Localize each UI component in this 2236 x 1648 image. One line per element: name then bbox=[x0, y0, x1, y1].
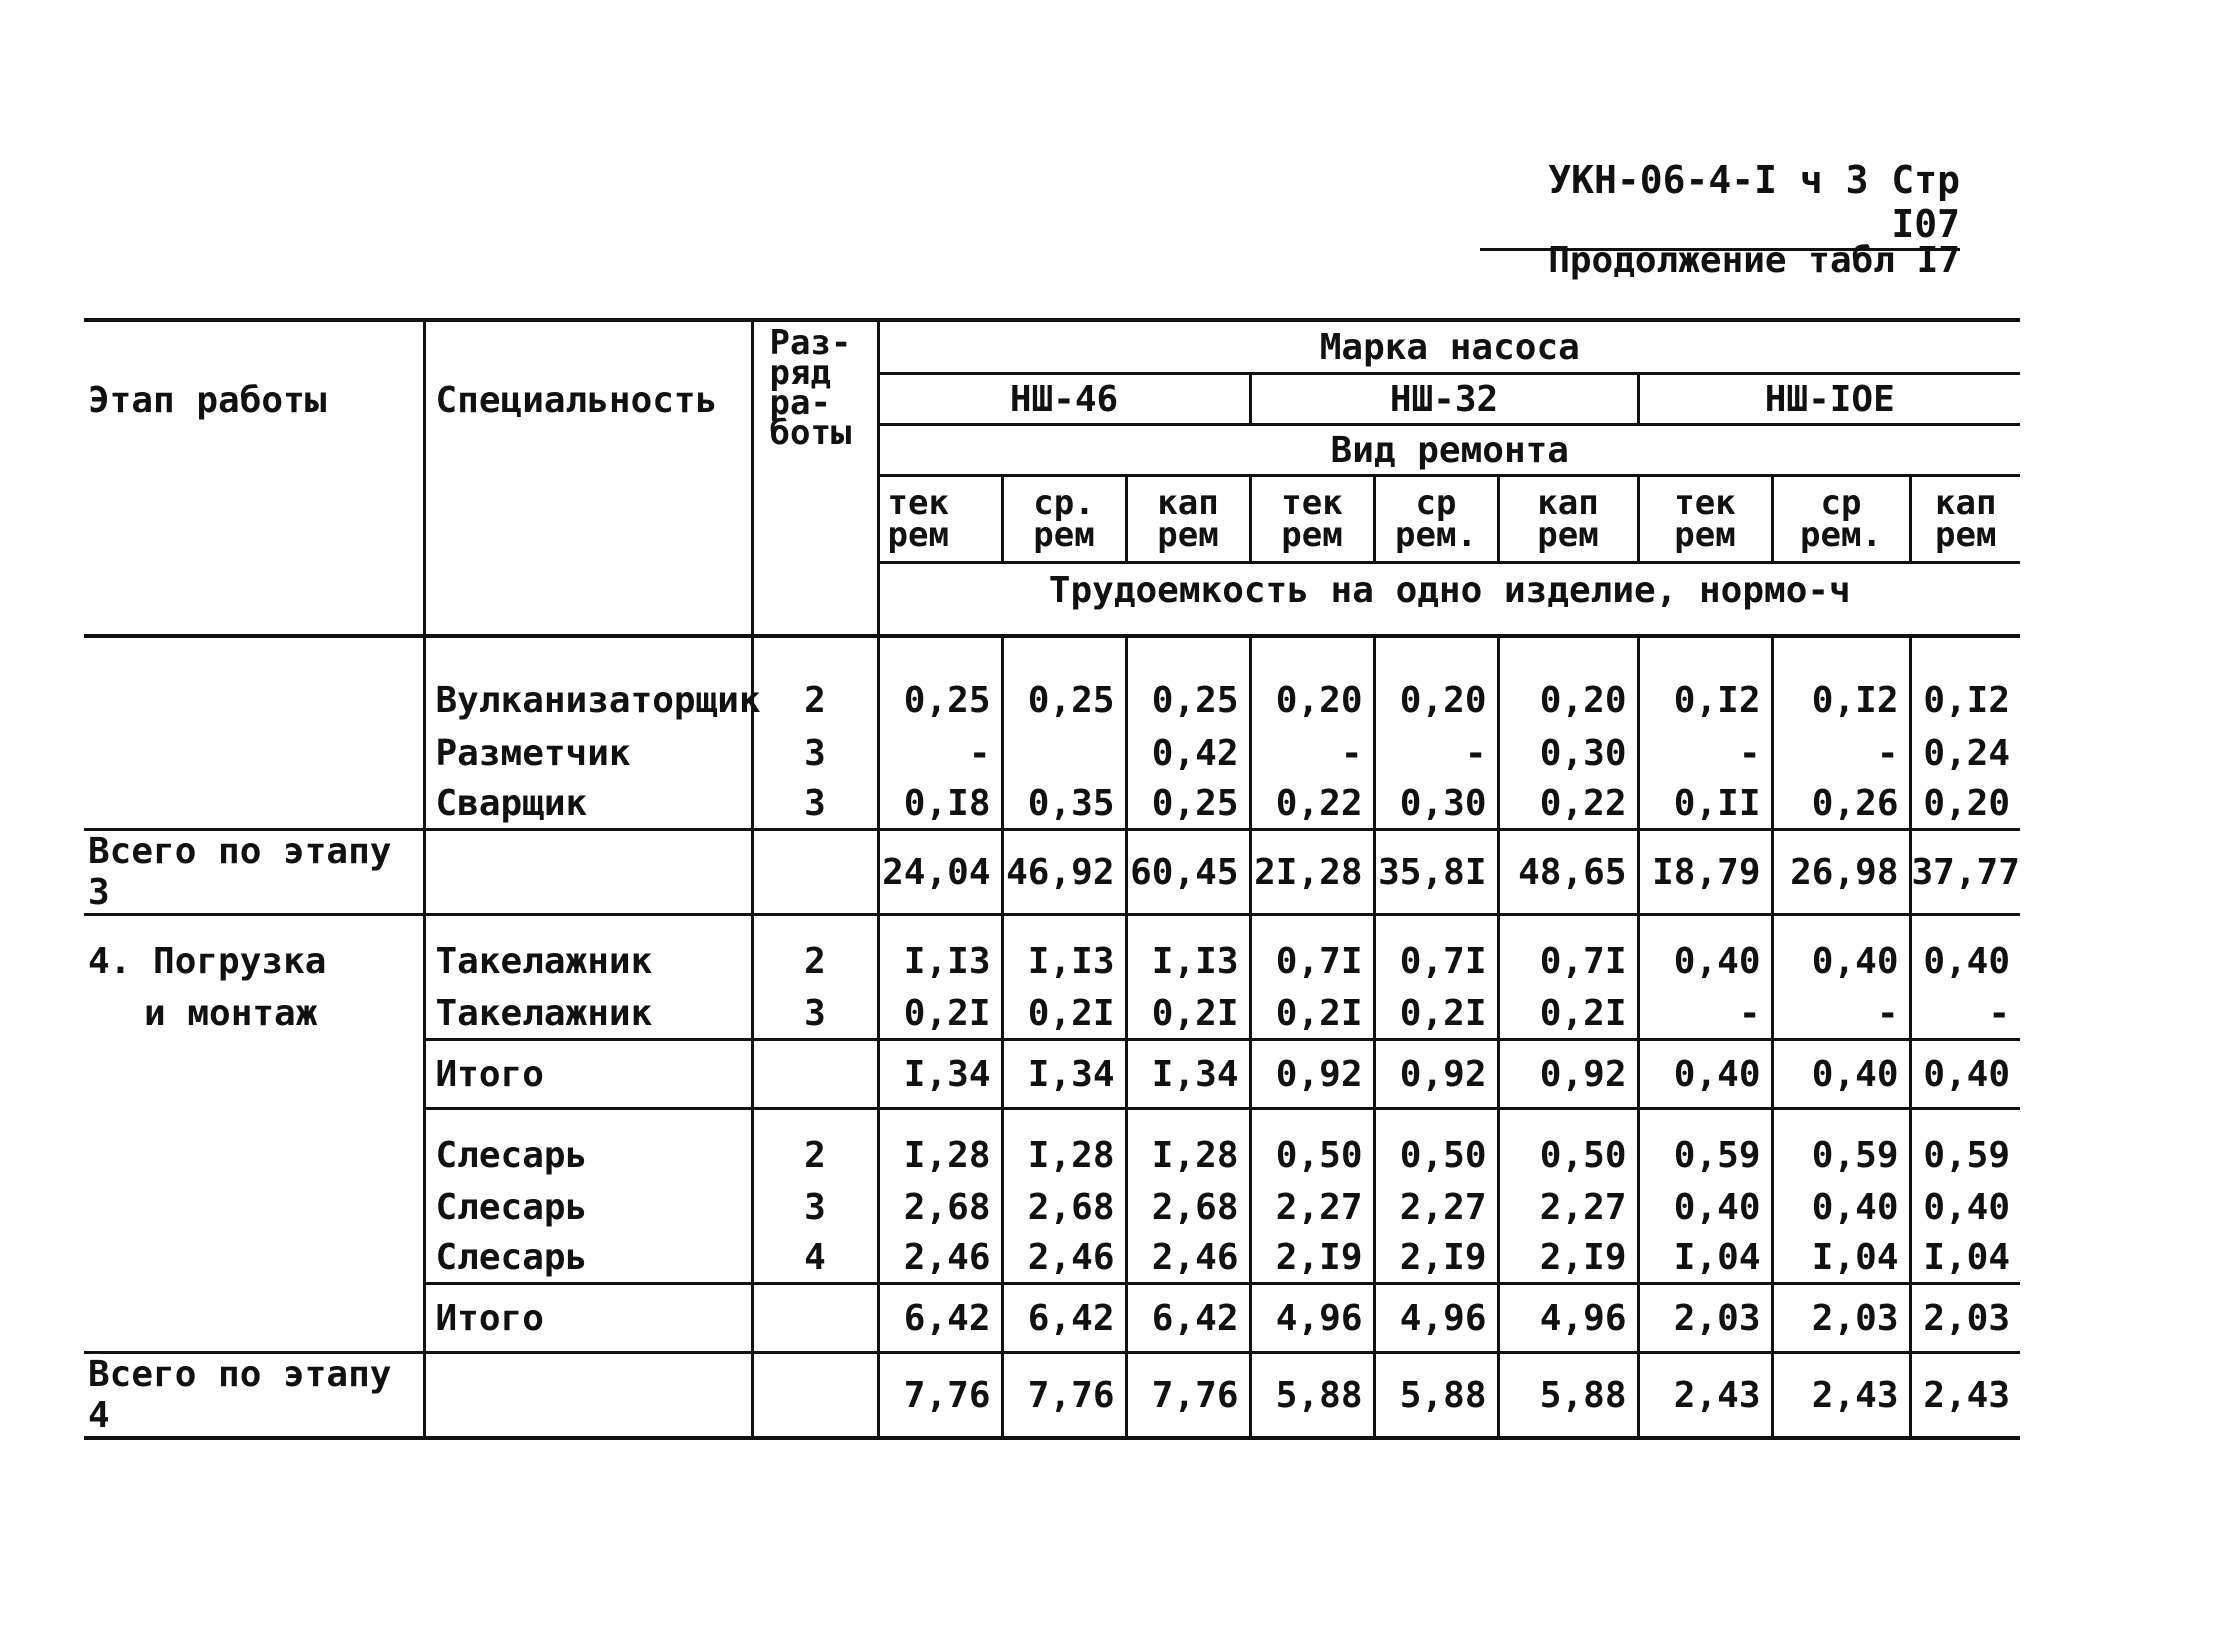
row-value: 24,04 bbox=[878, 830, 1002, 915]
row-value: 0,92 bbox=[1374, 1040, 1498, 1109]
header-pump-3: НШ-IOE bbox=[1638, 374, 2020, 425]
row-value: 0,2I bbox=[1250, 988, 1374, 1040]
row-value: 2,43 bbox=[1910, 1353, 2020, 1439]
row-value: 2,68 bbox=[878, 1182, 1002, 1232]
row-stage bbox=[84, 1182, 424, 1232]
row-value: 2,03 bbox=[1772, 1284, 1910, 1353]
row-stage bbox=[84, 1284, 424, 1353]
row-value: 5,88 bbox=[1374, 1353, 1498, 1439]
row-value: 0,40 bbox=[1772, 1040, 1910, 1109]
row-value: 7,76 bbox=[1002, 1353, 1126, 1439]
header-repair-col: ср рем. bbox=[1374, 476, 1498, 563]
row-value: 2,46 bbox=[878, 1232, 1002, 1284]
row-value: 26,98 bbox=[1772, 830, 1910, 915]
row-specialty: Сварщик bbox=[424, 778, 752, 830]
row-value: I,I3 bbox=[1126, 915, 1250, 989]
header-repair-type: Вид ремонта bbox=[878, 425, 2020, 476]
row-value: 2,43 bbox=[1638, 1353, 1772, 1439]
header-grade: Раз- ряд ра- боты bbox=[752, 320, 878, 636]
row-value: 0,92 bbox=[1250, 1040, 1374, 1109]
row-value: 0,22 bbox=[1250, 778, 1374, 830]
row-value: 2,27 bbox=[1250, 1182, 1374, 1232]
row-value: 2,03 bbox=[1910, 1284, 2020, 1353]
table-row bbox=[84, 778, 2020, 830]
labor-table bbox=[84, 318, 2020, 1440]
row-value: 0,25 bbox=[1126, 778, 1250, 830]
row-value: 0,20 bbox=[1250, 636, 1374, 728]
row-value: 0,I2 bbox=[1772, 636, 1910, 728]
row-value: I,28 bbox=[1126, 1109, 1250, 1183]
row-value: 0,30 bbox=[1374, 778, 1498, 830]
row-value: 6,42 bbox=[1002, 1284, 1126, 1353]
row-grade: 3 bbox=[752, 1182, 878, 1232]
row-value: 0,2I bbox=[1002, 988, 1126, 1040]
row-value: - bbox=[1638, 988, 1772, 1040]
row-value: 0,50 bbox=[1250, 1109, 1374, 1183]
row-value: 0,42 bbox=[1126, 728, 1250, 778]
row-specialty: Итого bbox=[424, 1040, 752, 1109]
row-value: 0,2I bbox=[1126, 988, 1250, 1040]
row-specialty bbox=[424, 830, 752, 915]
row-grade: 3 bbox=[752, 778, 878, 830]
header-repair-col: тек рем bbox=[1638, 476, 1772, 563]
row-value: I,34 bbox=[1002, 1040, 1126, 1109]
row-value: 35,8I bbox=[1374, 830, 1498, 915]
table-row bbox=[84, 915, 2020, 989]
table-row bbox=[84, 988, 2020, 1040]
row-value: 0,20 bbox=[1498, 636, 1638, 728]
row-value: 0,25 bbox=[1002, 636, 1126, 728]
row-value: 46,92 bbox=[1002, 830, 1126, 915]
header-pump-brand: Марка насоса bbox=[878, 320, 2020, 374]
header-pump-1: НШ-46 bbox=[878, 374, 1250, 425]
row-value: I,04 bbox=[1638, 1232, 1772, 1284]
row-value: 0,2I bbox=[1374, 988, 1498, 1040]
row-grade: 3 bbox=[752, 988, 878, 1040]
row-value: 48,65 bbox=[1498, 830, 1638, 915]
row-value: 5,88 bbox=[1498, 1353, 1638, 1439]
row-stage bbox=[84, 778, 424, 830]
row-specialty: Вулканизаторщик bbox=[424, 636, 752, 728]
row-value: I,28 bbox=[878, 1109, 1002, 1183]
row-value: 2,I9 bbox=[1374, 1232, 1498, 1284]
header-repair-col: ср рем. bbox=[1772, 476, 1910, 563]
document-code: УКН-06-4-I ч 3 Стр I07 bbox=[1480, 158, 1960, 251]
row-grade: 2 bbox=[752, 636, 878, 728]
table-row bbox=[84, 830, 2020, 915]
row-value: 0,50 bbox=[1374, 1109, 1498, 1183]
row-value: I,34 bbox=[878, 1040, 1002, 1109]
row-value: 2,27 bbox=[1498, 1182, 1638, 1232]
row-value: I,I3 bbox=[1002, 915, 1126, 989]
row-value: 0,24 bbox=[1923, 732, 2011, 774]
row-value: 0,22 bbox=[1498, 778, 1638, 830]
row-value: 0,7I bbox=[1374, 915, 1498, 989]
header-repair-col: ср. рем bbox=[1002, 476, 1126, 563]
row-specialty: Итого bbox=[424, 1284, 752, 1353]
row-grade bbox=[752, 1284, 878, 1353]
row-specialty: Такелажник bbox=[424, 988, 752, 1040]
row-value: 37,77 bbox=[1910, 830, 2020, 915]
table-row bbox=[84, 1182, 2020, 1232]
row-grade: 2 bbox=[752, 915, 878, 989]
table-row bbox=[84, 636, 2020, 728]
row-value: 4,96 bbox=[1374, 1284, 1498, 1353]
row-value: 6,42 bbox=[1126, 1284, 1250, 1353]
row-value: 2,46 bbox=[1126, 1232, 1250, 1284]
row-value: 0,40 bbox=[1772, 915, 1910, 989]
row-value: 0,40 bbox=[1638, 1182, 1772, 1232]
row-value: 2,46 bbox=[1002, 1232, 1126, 1284]
row-value: 2,I9 bbox=[1498, 1232, 1638, 1284]
table-row bbox=[84, 1232, 2020, 1284]
row-value: 0,I2 bbox=[1638, 636, 1772, 728]
row-value: 0,40 bbox=[1923, 1186, 2011, 1228]
table-row bbox=[84, 1353, 2020, 1439]
row-grade bbox=[752, 830, 878, 915]
row-value: I,04 bbox=[1772, 1232, 1910, 1284]
row-specialty bbox=[424, 1353, 752, 1439]
row-value: 2I,28 bbox=[1250, 830, 1374, 915]
row-stage bbox=[84, 1232, 424, 1284]
header-pump-2: НШ-32 bbox=[1250, 374, 1638, 425]
row-grade: 3 bbox=[752, 728, 878, 778]
row-value: - bbox=[1772, 728, 1910, 778]
row-value: 0,40 bbox=[1638, 1040, 1772, 1109]
header-repair-col: тек рем bbox=[878, 476, 1002, 563]
row-value: I,04 bbox=[1910, 1232, 2020, 1284]
row-value: 0,26 bbox=[1772, 778, 1910, 830]
row-value: 0,20 bbox=[1374, 636, 1498, 728]
row-value: 0,50 bbox=[1498, 1109, 1638, 1183]
row-value: 6,42 bbox=[878, 1284, 1002, 1353]
row-value: 0,7I bbox=[1498, 915, 1638, 989]
row-value bbox=[1002, 728, 1126, 778]
row-value: 0,I8 bbox=[878, 778, 1002, 830]
row-value: 7,76 bbox=[878, 1353, 1002, 1439]
table-row bbox=[84, 1284, 2020, 1353]
row-value: 0,40 bbox=[1772, 1182, 1910, 1232]
row-grade: 4 bbox=[752, 1232, 878, 1284]
row-value: 2,68 bbox=[1126, 1182, 1250, 1232]
row-stage: Всего по этапу 4 bbox=[84, 1353, 424, 1439]
row-value: 0,II bbox=[1638, 778, 1772, 830]
row-value: 7,76 bbox=[1126, 1353, 1250, 1439]
row-value: 0,35 bbox=[1002, 778, 1126, 830]
table-row bbox=[84, 1040, 2020, 1109]
row-stage bbox=[84, 1040, 424, 1109]
row-grade bbox=[752, 1353, 878, 1439]
row-stage bbox=[84, 1109, 424, 1183]
header-repair-col: кап рем bbox=[1126, 476, 1250, 563]
row-stage: Всего по этапу 3 bbox=[84, 830, 424, 915]
row-stage: 4. Погрузка bbox=[84, 915, 424, 989]
row-value: 5,88 bbox=[1250, 1353, 1374, 1439]
header-repair-col: кап рем bbox=[1910, 476, 2020, 563]
row-value: 2,27 bbox=[1374, 1182, 1498, 1232]
row-specialty: Слесарь bbox=[424, 1232, 752, 1284]
row-value: 0,59 bbox=[1772, 1109, 1910, 1183]
row-value: 0,40 bbox=[1910, 1040, 2020, 1109]
row-specialty: Разметчик bbox=[424, 728, 752, 778]
table-row bbox=[84, 728, 2020, 778]
row-value: 0,59 bbox=[1923, 1134, 2011, 1176]
row-value: 0,2I bbox=[878, 988, 1002, 1040]
row-value: - bbox=[1374, 728, 1498, 778]
row-value: 0,40 bbox=[1638, 915, 1772, 989]
row-value: I8,79 bbox=[1638, 830, 1772, 915]
row-value: 2,43 bbox=[1772, 1353, 1910, 1439]
table-row bbox=[84, 1109, 2020, 1183]
row-value: 2,68 bbox=[1002, 1182, 1126, 1232]
row-value: 4,96 bbox=[1498, 1284, 1638, 1353]
row-value: 2,I9 bbox=[1250, 1232, 1374, 1284]
table-continuation-caption: Продолжение табл I7 bbox=[1548, 240, 1960, 281]
header-stage: Этап работы bbox=[84, 320, 424, 636]
row-value: 0,2I bbox=[1498, 988, 1638, 1040]
row-value: 0,59 bbox=[1638, 1109, 1772, 1183]
row-value: - bbox=[878, 728, 1002, 778]
row-value: 0,30 bbox=[1498, 728, 1638, 778]
row-value: 4,96 bbox=[1250, 1284, 1374, 1353]
row-specialty: Слесарь bbox=[424, 1109, 752, 1183]
header-repair-col: тек рем bbox=[1250, 476, 1374, 563]
header-labor-caption: Трудоемкость на одно изделие, нормо-ч bbox=[878, 563, 2020, 637]
row-value: 0,40 bbox=[1923, 940, 2011, 982]
header-specialty: Специальность bbox=[424, 320, 752, 636]
row-grade bbox=[752, 1040, 878, 1109]
row-value: - bbox=[1638, 728, 1772, 778]
row-value: 0,25 bbox=[1126, 636, 1250, 728]
row-stage bbox=[84, 728, 424, 778]
header-repair-col: кап рем bbox=[1498, 476, 1638, 563]
row-value: - bbox=[1772, 988, 1910, 1040]
row-stage bbox=[84, 636, 424, 728]
row-value: - bbox=[1250, 728, 1374, 778]
row-value: 0,I2 bbox=[1923, 679, 2011, 721]
row-specialty: Такелажник bbox=[424, 915, 752, 989]
row-value: - bbox=[1910, 988, 2020, 1040]
row-value: 0,20 bbox=[1910, 778, 2020, 830]
row-value: 0,25 bbox=[878, 636, 1002, 728]
row-stage: и монтаж bbox=[84, 988, 424, 1040]
row-value: I,28 bbox=[1002, 1109, 1126, 1183]
row-specialty: Слесарь bbox=[424, 1182, 752, 1232]
row-value: 60,45 bbox=[1126, 830, 1250, 915]
row-grade: 2 bbox=[752, 1109, 878, 1183]
row-value: 2,03 bbox=[1638, 1284, 1772, 1353]
row-value: 0,7I bbox=[1250, 915, 1374, 989]
row-value: I,34 bbox=[1126, 1040, 1250, 1109]
row-value: I,I3 bbox=[878, 915, 1002, 989]
row-value: 0,92 bbox=[1498, 1040, 1638, 1109]
